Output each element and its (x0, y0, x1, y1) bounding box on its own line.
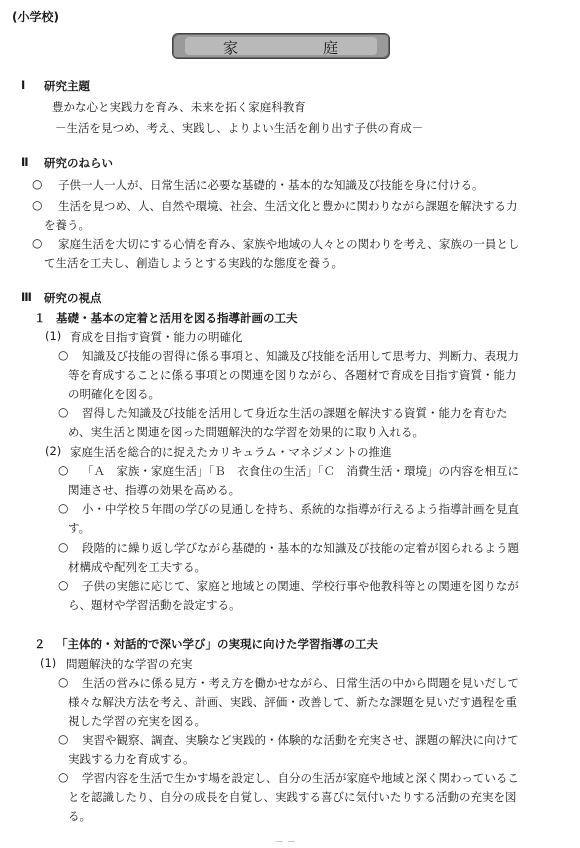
bullet-circle: ○ (58, 770, 69, 784)
bullet-circle: ○ (58, 578, 69, 592)
sec3-s2-line: 関連させ、指導の効果を高める。 (68, 483, 241, 497)
sec3-s2-line: 子供の実態に応じて、家庭と地域との関連、学校行事や他教科等との関連を図りなが (82, 579, 519, 593)
sec3-s1-number: (1) (45, 329, 62, 343)
sec3-s1-line: 等を育成することに係る事項との関連を図りながら、各題材で育成を目指す資質・能力 (68, 368, 517, 382)
bullet-circle: ○ (32, 198, 43, 212)
sec3-s3-line: 生活の営みに係る見方・考え方を働かせながら、日常生活の中から問題を見いだして (82, 676, 519, 690)
sec3-s2-line: す。 (68, 521, 91, 535)
sec3-h2-title: 「主体的・対話的で深い学び」の実現に向けた学習指導の工夫 (56, 637, 378, 651)
sec3-s1-line: 習得した知識及び技能を活用して身近な生活の課題を解決する資質・能力を育むた (82, 406, 508, 420)
sec2-title: 研究のねらい (44, 156, 113, 170)
sec1-theme: 豊かな心と実践力を育み、未来を拓く家庭科教育 (52, 100, 306, 114)
sec3-s1-line: 知識及び技能の習得に係る事項と、知識及び技能を活用して思考力、判断力、表現力 (82, 349, 519, 363)
sec1-subtheme: －生活を見つめ、考え、実践し、よりよい生活を創り出す子供の育成－ (55, 121, 424, 135)
sec1-number: Ⅰ (21, 78, 26, 92)
subject-banner-inner (185, 37, 377, 55)
sec2-line: 子供一人一人が、日常生活に必要な基礎的・基本的な知識及び技能を身に付ける。 (58, 178, 484, 192)
bullet-circle: ○ (32, 177, 43, 191)
sec3-s1-line: め、実生活と関連を図った問題解決的な学習を効果的に取り入れる。 (68, 425, 425, 439)
sec3-s2-line: 小・中学校５年間の学びの見通しを持ち、系統的な指導が行えるよう指導計画を見直 (82, 502, 519, 516)
bullet-circle: ○ (58, 463, 69, 477)
sec3-title: 研究の視点 (44, 291, 102, 305)
bullet-circle: ○ (58, 732, 69, 746)
subject-banner (172, 33, 390, 59)
sec3-s3-line: 実習や観察、調査、実験など実践的・体験的な活動を充実させ、課題の解決に向けて (82, 733, 519, 747)
sec3-s2-line: 段階的に繰り返し学びながら基礎的・基本的な知識及び技能の定着が図られるよう題 (82, 541, 519, 555)
sec3-s2-title: 家庭生活を総合的に捉えたカリキュラム・マネジメントの推進 (70, 445, 392, 459)
bullet-circle: ○ (58, 540, 69, 554)
sec3-s2-line: 材構成や配列を工夫する。 (68, 560, 206, 574)
sec3-s3-title: 問題解決的な学習の充実 (66, 657, 193, 671)
sec3-h1-title: 基礎・基本の定着と活用を図る指導計画の工夫 (56, 311, 298, 325)
bullet-circle: ○ (32, 236, 43, 250)
sec2-line: を養う。 (44, 218, 90, 232)
sec3-s3-line: とを認識したり、自分の成長を自覚し、実践する喜びに気付いたりする活動の充実を図 (68, 790, 517, 804)
bullet-circle: ○ (58, 675, 69, 689)
sec3-s3-line: る。 (68, 809, 91, 823)
sec2-line: 家庭生活を大切にする心情を育み、家族や地域の人々との関わりを考え、家族の一員とし (58, 237, 520, 251)
sec3-s1-title: 育成を目指す資質・能力の明確化 (70, 330, 243, 344)
sec2-line: 生活を見つめ、人、自然や環境、社会、生活文化と豊かに関わりながら課題を解決する力 (58, 199, 518, 213)
sec3-s3-number: (1) (40, 656, 57, 670)
sec2-number: Ⅱ (21, 155, 29, 169)
sec3-s3-line: 実践する力を育成する。 (68, 752, 195, 766)
page-number: － － (275, 838, 296, 848)
bullet-circle: ○ (58, 405, 69, 419)
sec3-h1-number: １ (34, 311, 46, 325)
sec3-s3-line: 学習内容を生活で生かす場を設定し、自分の生活が家庭や地域と深く関わっているこ (82, 771, 519, 785)
sec2-line: て生活を工夫し、創造しようとする実践的な態度を養う。 (44, 256, 343, 270)
sec3-s1-line: の明確化を図る。 (68, 387, 160, 401)
sec1-title: 研究主題 (44, 79, 90, 93)
subject-char-2: 庭 (323, 39, 341, 57)
sec3-s2-line: 「Ａ 家族・家庭生活」「Ｂ 衣食住の生活」「Ｃ 消費生活・環境」の内容を相互に (82, 464, 519, 478)
sec3-h2-number: ２ (34, 637, 46, 651)
subject-char-1: 家 (223, 39, 241, 57)
school-level-label: (小学校) (12, 10, 59, 24)
bullet-circle: ○ (58, 501, 69, 515)
sec3-number: Ⅲ (21, 290, 32, 304)
sec3-s3-line: 様々な解決方法を考え、計画、実践、評価・改善して、新たな課題を見いだす過程を重 (68, 695, 517, 709)
bullet-circle: ○ (58, 348, 69, 362)
sec3-s3-line: 視した学習の充実を図る。 (68, 714, 206, 728)
sec3-s2-number: (2) (45, 444, 62, 458)
sec3-s2-line: ら、題材や学習活動を設定する。 (68, 598, 241, 612)
